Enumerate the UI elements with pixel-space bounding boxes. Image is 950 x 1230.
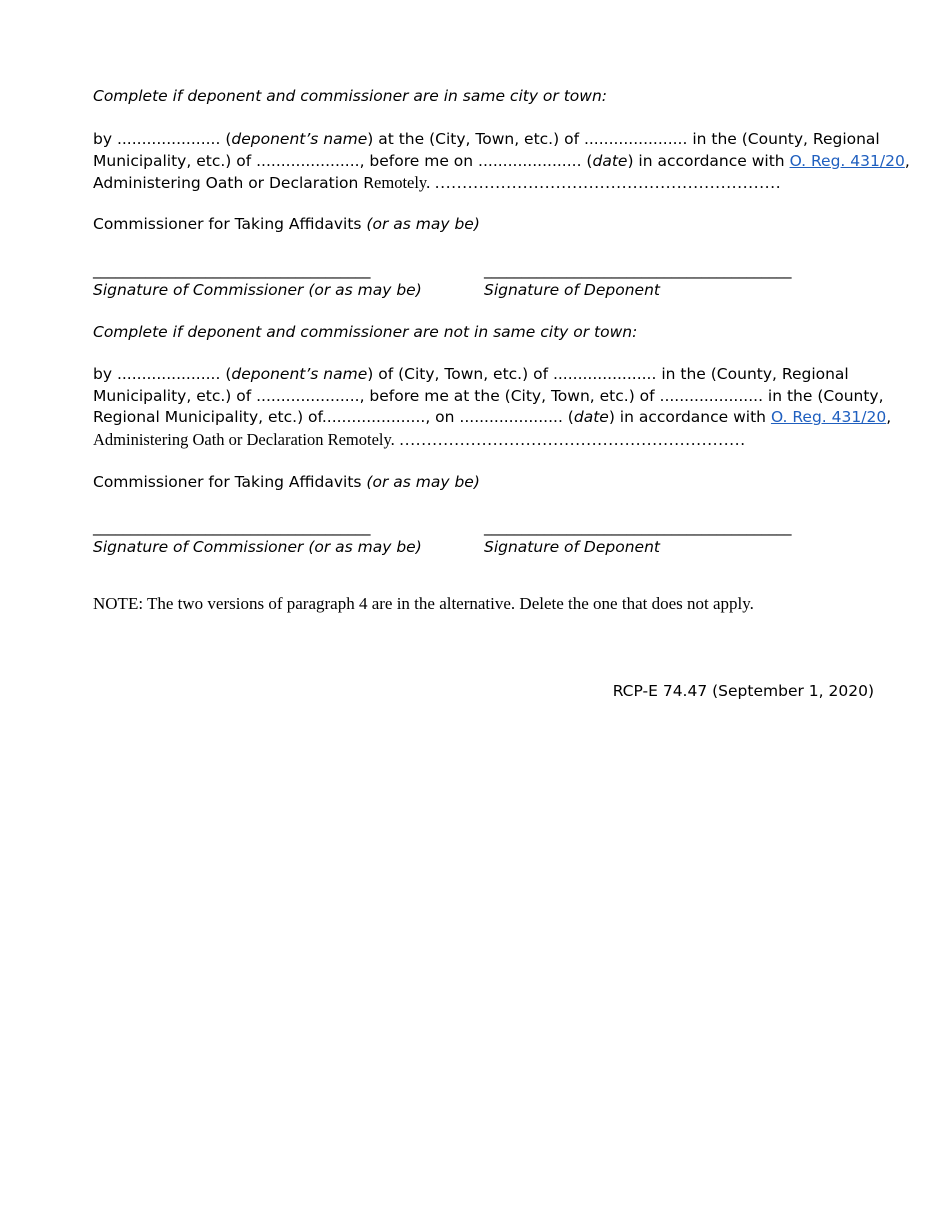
municipality-text: Regional Municipality, etc.) of....................., on ..................... ( (93, 408, 574, 426)
commissioner-note: (or as may be) (366, 215, 480, 233)
section2-commissioner-line (93, 472, 480, 494)
regulation-link[interactable]: O. Reg. 431/20 (770, 408, 887, 426)
section1-line2 (93, 151, 910, 173)
note-text: NOTE: The two versions of paragraph 4 are in the alternative. Delete the one that does not apply. (93, 594, 754, 613)
deponent-signature-label: Signature of Deponent (484, 538, 660, 556)
oath-text-dots: emotely. ……………………………………………………… (374, 173, 781, 192)
accordance-text: ) in accordance with (627, 151, 790, 170)
commissioner-signature-label: Signature of Commissioner (or as may be) (93, 538, 422, 556)
section2-line3 (93, 407, 891, 429)
commissioner-signature-line: _____________________________________ (93, 518, 371, 536)
section2-paragraph (93, 364, 891, 450)
section1-line1 (93, 129, 910, 151)
commissioner-signature-label: Signature of Commissioner (or as may be) (93, 281, 422, 299)
section2-heading: Complete if deponent and commissioner are not in same city or town: (93, 323, 638, 341)
comma: , (904, 151, 910, 170)
blank-field: by ..................... (93, 130, 221, 148)
commissioner-signature-line: _____________________________________ (93, 261, 371, 279)
deponent-name-label: deponent’s name (231, 130, 368, 148)
paren: ( (220, 365, 232, 383)
commissioner-label: Commissioner for Taking Affidavits (93, 215, 367, 233)
section1-line3 (93, 172, 910, 195)
deponent-name-label: deponent’s name (231, 365, 368, 383)
deponent-signature-label: Signature of Deponent (484, 281, 660, 299)
comma: , (886, 408, 892, 426)
blank-field: by ..................... (93, 365, 221, 383)
section1-commissioner-line (93, 214, 480, 236)
section2-line4: Administering Oath or Declaration Remotely. ……………………………………………………… (93, 429, 746, 449)
paren: ( (220, 130, 232, 148)
section2-line1 (93, 364, 891, 386)
commissioner-note: (or as may be) (366, 473, 480, 491)
date-label: date (573, 408, 609, 426)
accordance-text: ) in accordance with (608, 408, 771, 426)
location-text: ) at the (City, Town, etc.) of ..................... in the (County, Regional (367, 130, 880, 148)
deponent-signature-line: _________________________________________ (484, 261, 792, 279)
section1-heading: Complete if deponent and commissioner are in same city or town: (93, 87, 607, 105)
section2-line2: Municipality, etc.) of ....................., before me at the (City, Town, etc.) of ..................... in the (County, (93, 386, 884, 405)
section1-paragraph (93, 129, 910, 195)
commissioner-label: Commissioner for Taking Affidavits (93, 473, 367, 491)
regulation-link[interactable]: O. Reg. 431/20 (789, 151, 905, 170)
date-label: date (592, 151, 628, 170)
deponent-signature-line: _________________________________________ (484, 518, 792, 536)
municipality-text: Municipality, etc.) of ....................., before me on ..................... ( (93, 151, 593, 170)
form-reference: RCP-E 74.47 (September 1, 2020) (612, 682, 874, 700)
location-text: ) of (City, Town, etc.) of ..................... in the (County, Regional (367, 365, 849, 383)
oath-text: Administering Oath or Declaration R (93, 174, 375, 192)
